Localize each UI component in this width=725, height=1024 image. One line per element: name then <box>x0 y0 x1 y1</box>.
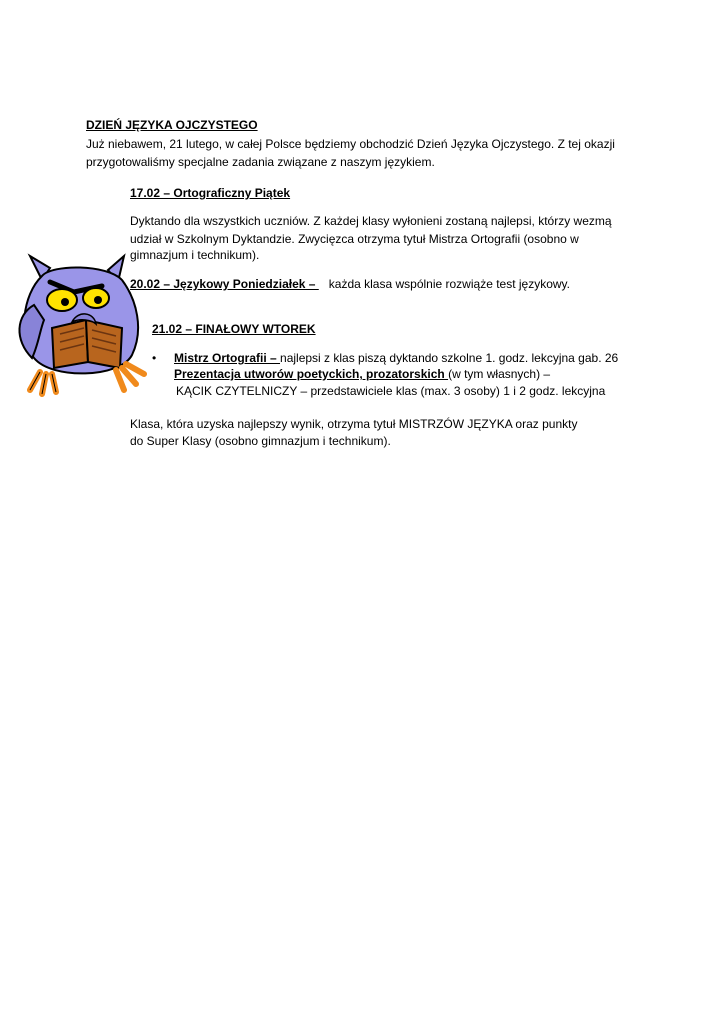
day3-item-2-title: Prezentacja utworów poetyckich, prozatorskich <box>174 367 449 381</box>
closing-line-1: Klasa, która uzyska najlepszy wynik, otrzyma tytuł MISTRZÓW JĘZYKA oraz punkty <box>130 417 578 431</box>
day2-line <box>130 276 570 293</box>
day1-line-2: udział w Szkolnym Dyktandzie. Zwycięzca otrzyma tytuł Mistrza Ortografii (osobno w <box>130 232 579 246</box>
document-title: DZIEŃ JĘZYKA OJCZYSTEGO <box>86 118 258 132</box>
day2-text: każda klasa wspólnie rozwiąże test językowy. <box>328 277 570 291</box>
day3-item-1-text: najlepsi z klas piszą dyktando szkolne 1. godz. lekcyjna gab. 26 <box>280 351 619 365</box>
day2-heading: 20.02 – Językowy Poniedziałek – <box>130 277 319 291</box>
day1-line-3: gimnazjum i technikum). <box>130 248 260 262</box>
bullet-icon: • <box>152 351 157 365</box>
owl-reading-book-icon <box>12 250 162 400</box>
day3-item-2 <box>174 366 550 383</box>
day3-heading: 21.02 – FINAŁOWY WTOREK <box>152 322 316 336</box>
day3-item-1 <box>174 350 618 367</box>
intro-line-1: Już niebawem, 21 lutego, w całej Polsce będziemy obchodzić Dzień Języka Ojczystego. Z tej okazji <box>86 137 615 151</box>
day1-heading: 17.02 – Ortograficzny Piątek <box>130 186 291 200</box>
day1-line-1: Dyktando dla wszystkich uczniów. Z każdej klasy wyłonieni zostaną najlepsi, którzy wezmą <box>130 214 612 228</box>
intro-line-2: przygotowaliśmy specjalne zadania związane z naszym językiem. <box>86 155 435 169</box>
day3-item-1-title: Mistrz Ortografii – <box>174 351 281 365</box>
closing-line-2: do Super Klasy (osobno gimnazjum i technikum). <box>130 434 391 448</box>
day3-item-3: KĄCIK CZYTELNICZY – przedstawiciele klas (max. 3 osoby) 1 i 2 godz. lekcyjna <box>176 384 606 398</box>
day3-item-2-text: (w tym własnych) – <box>448 367 551 381</box>
